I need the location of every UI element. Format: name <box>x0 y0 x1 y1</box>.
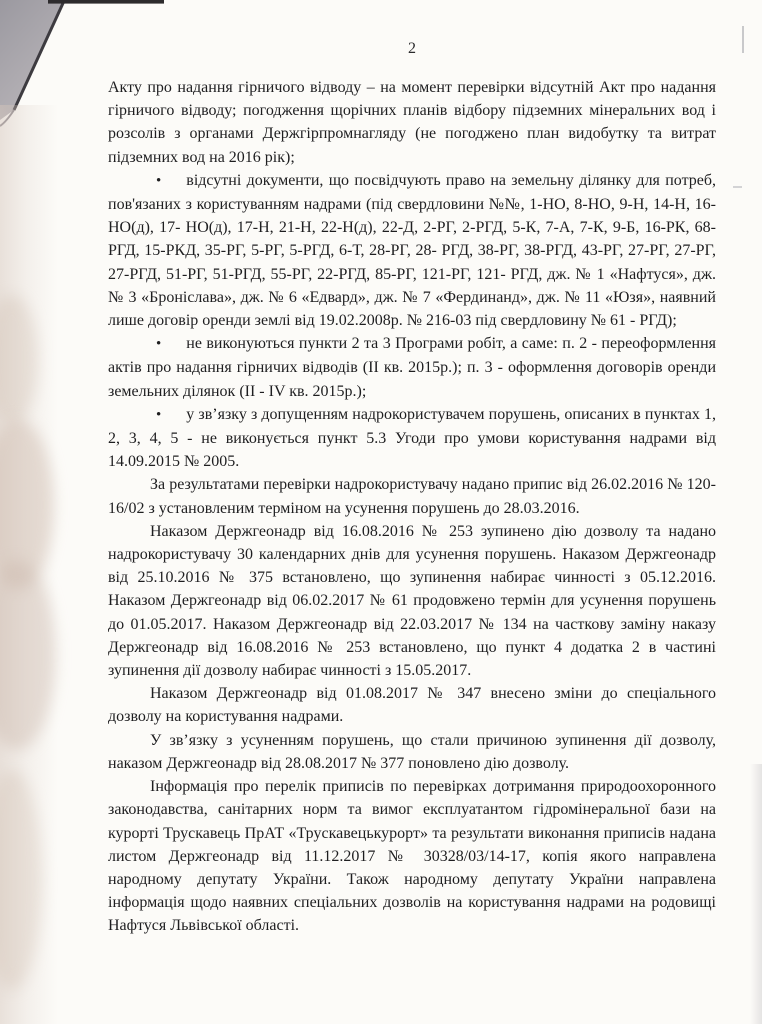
scan-stain-artifact <box>0 420 54 590</box>
paragraph-suspension-orders: Наказом Держгеонадр від 16.08.2016 № 253 зупинено дію дозволу та надано надрокористувачу 30 календарних днів для усунення порушень. Наказом Держгеонадр від 25.10.2016 № 375 встановлено, що зупинення набирає чинності з 05.12.2016. Наказом Держгеонадр від 06.02.2017 № 61 продовжено термін для усунення порушень до 01.05.2017. Наказом Держгеонадр від 22.03.2017 № 134 на часткову заміну наказу Держгеонадр від 16.08.2016 № 253 встановлено, що пункт 4 додатка 2 в частині зупинення дії дозволу набирає чинності з 15.05.2017. <box>108 522 716 680</box>
bullet-item-work-program-items <box>108 332 716 403</box>
page-number: 2 <box>408 40 416 57</box>
paragraph-information-letter: Інформація про перелік приписів по перевірках дотримання природоохоронного законодавства, санітарних норм та вимог експлуатантом гідромінеральної бази на курорті Трускавець ПрАТ «Трускавецькурорт» та результати виконання приписів надана листом Держгеонадр від 11.12.2017 № 30328/03/14-17, копія якого направлена народному депутату України. Також народному депутату України направлена інформація щодо наявних спеціальних дозволів на користування надрами на родовищі Нафтуся Львівської області. <box>108 778 716 935</box>
document-body <box>108 76 716 938</box>
scan-right-edge-artifact <box>750 764 762 1024</box>
scan-noise-mark <box>742 26 744 53</box>
bullet-item-agreement-clause <box>108 403 716 474</box>
bullet-icon: • <box>156 172 162 189</box>
bullet-icon: • <box>156 406 162 423</box>
bullet-item-text: відсутні документи, що посвідчують право на земельну ділянку для потреб, пов'язаних з користуванням надрами (під свердловини №№, 1-НО, 8-НО, 9-Н, 14-Н, 16-НО(д), 17- НО(д), 17-Н, 21-Н, 22-Н(д), 22-Д, 2-РГ, 2-РГД, 5-К, 7-А, 7-К, 9-Б, 16-РК, 68-РГД, 15-РКД, 35-РГ, 5-РГ, 5-РГД, 6-Т, 28-РГ, 28- РГД, 38-РГ, 38-РГД, 43-РГ, 27-РГ, 27-РГ, 27-РГД, 51-РГ, 51-РГД, 55-РГ, 22-РГД, 85-РГ, 121-РГ, 121- РГД, дж. № 1 «Нафтуся», дж. № 3 «Броніслава», дж. № 6 «Едвард», дж. № 7 «Фердинанд», дж. № 11 «Юзя», наявний лише договір оренди землі від 19.02.2008р. № 216-03 під свердловину № 61 - РГД); <box>108 171 716 330</box>
scan-noise-mark <box>733 186 742 188</box>
bullet-icon: • <box>156 336 162 353</box>
scan-stain-artifact <box>0 560 56 750</box>
scan-left-edge-artifact <box>0 105 58 1024</box>
paragraph-permit-renewal: У зв’язку з усуненням порушень, що стали причиною зупинення дії дозволу, наказом Держгеонадр від 28.08.2017 № 377 поновлено дію дозволу. <box>108 731 716 772</box>
paragraph-inspection-order: За результатами перевірки надрокористувачу надано припис від 26.02.2016 № 120-16/02 з установленим терміном на усунення порушень до 28.03.2016. <box>108 476 716 517</box>
scan-stain-artifact <box>0 770 42 990</box>
bullet-item-text: не виконуються пункти 2 та 3 Програми робіт, а саме: п. 2 - переоформлення актів про надання гірничих відводів (II кв. 2015р.); п. 3 - оформлення договорів оренди земельних ділянок (II - IV кв. 2015р.); <box>108 335 716 400</box>
bullet-item-text: у зв’язку з допущенням надрокористувачем порушень, описаних в пунктах 1, 2, 3, 4, 5 - не виконується пункт 5.3 Угоди про умови користування надрами від 14.09.2015 № 2005. <box>108 405 716 471</box>
paragraph-act-mining-allotment: Акту про надання гірничого відводу – на момент перевірки відсутній Акт про надання гірничого відводу; погодження щорічних планів відбору підземних мінеральних вод і розсолів з органами Держгірпромнагляду (не погоджено план видобутку та витрат підземних вод на 2016 рік); <box>108 79 716 166</box>
paragraph-permit-amendment: Наказом Держгеонадр від 01.08.2017 № 347 внесено зміни до спеціального дозволу на користування надрами. <box>108 685 716 726</box>
bullet-item-missing-land-documents <box>108 169 716 332</box>
scan-stain-artifact <box>0 295 38 425</box>
